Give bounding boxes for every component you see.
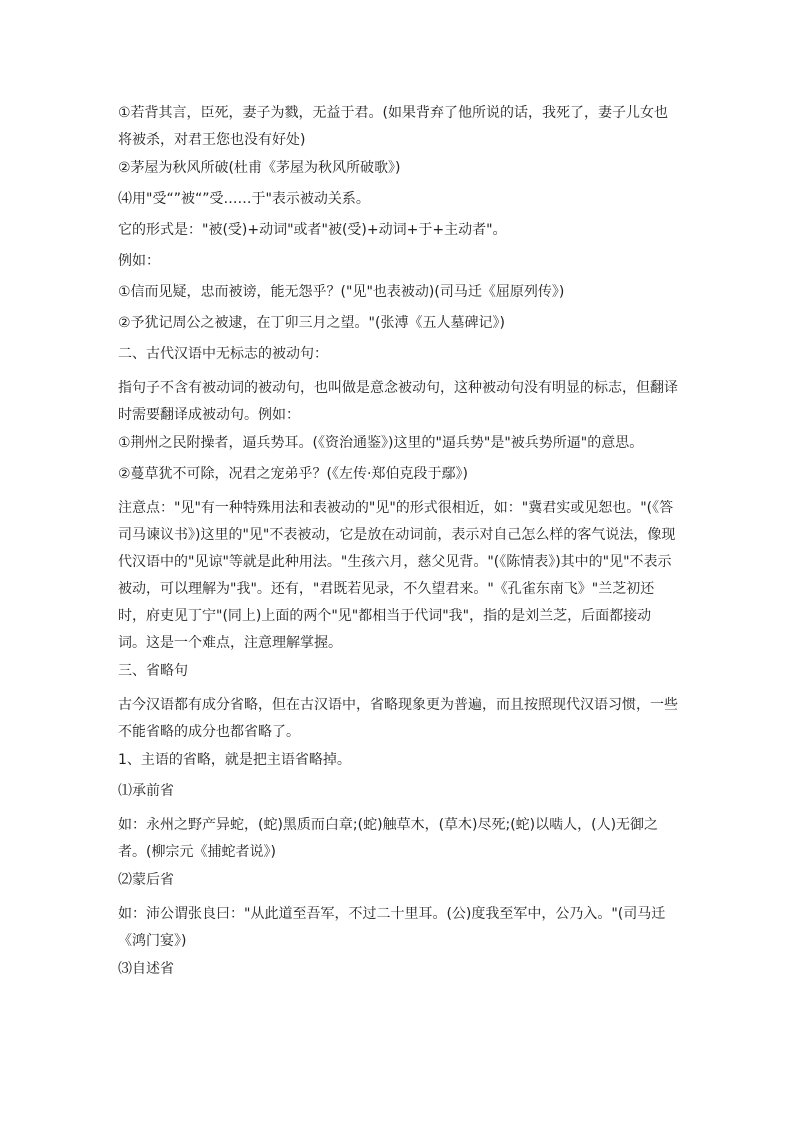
- paragraph-definition: 指句子不含有被动词的被动句，也叫做是意念被动句，这种被动句没有明显的标志，但翻译时需要翻译成被动句。例如：: [118, 380, 678, 423]
- paragraph-example-7: 如：永州之野产异蛇，(蛇)黑质而白章;(蛇)触草木，(草木)尽死;(蛇)以啮人，(人)无御之者。(柳宗元《捕蛇者说》): [118, 817, 659, 860]
- paragraph-subject-omission: 1、主语的省略，就是把主语省略掉。: [118, 752, 351, 768]
- paragraph-omission-intro: 古今汉语都有成分省略，但在古汉语中，省略现象更为普遍，而且按照现代汉语习惯，一些不能省略的成分也都省略了。: [118, 697, 678, 740]
- document-page: [118, 100, 678, 990]
- section-heading-3: 三、省略句: [118, 663, 188, 679]
- paragraph-example-1: ①若背其言，臣死，妻子为戮，无益于君。(如果背弃了他所说的话，我死了，妻子儿女也将被杀，对君王您也没有好处): [118, 105, 669, 148]
- paragraph-point-4: ⑷用"受“”被“”受……于"表示被动关系。: [118, 191, 370, 207]
- paragraph-example-4: ②予犹记周公之被逮，在丁卯三月之望。"(张溥《五人墓碑记》): [118, 315, 505, 331]
- paragraph-example-3: ①信而见疑，忠而被谤，能无怨乎？("见"也表被动)(司马迁《屈原列传》): [118, 284, 565, 300]
- paragraph-point-3: ⑶自述省: [118, 961, 174, 977]
- paragraph-point-2: ⑵蒙后省: [118, 872, 174, 888]
- paragraph-note: 注意点："见"有一种特殊用法和表被动的"见"的形式很相近，如："冀君实或见恕也。"(《答司马谏议书》)这里的"见"不表被动，它是放在动词前，表示对自己怎么样的客气说法，像现代汉语中的"见谅"等就是此种用法。"生孩六月，慈父见背。"(《陈情表》)其中的"见"不表示被动，可以理解为"我"。还有，"君既若见录，不久望君来。"《孔雀东南飞》"兰芝初还时，府吏见丁宁"(同上)上面的两个"见"都相当于代词"我"，指的是刘兰芝，后面都接动词。这是一个难点，注意理解掌握。: [118, 500, 676, 651]
- paragraph-for-example: 例如：: [118, 253, 160, 269]
- paragraph-example-5: ①荆州之民附操者，逼兵势耳。(《资治通鉴》)这里的"逼兵势"是"被兵势所逼"的意思。: [118, 435, 644, 451]
- paragraph-form: 它的形式是："被(受)+动词"或者"被(受)+动词+于+主动者"。: [118, 222, 507, 238]
- paragraph-example-2: ②茅屋为秋风所破(杜甫《茅屋为秋风所破歌》): [118, 160, 401, 176]
- paragraph-example-8: 如：沛公谓张良曰："从此道至吾军，不过二十里耳。(公)度我至军中，公乃入。"(司马迁《鸿门宴》): [118, 906, 666, 949]
- section-heading-2: 二、古代汉语中无标志的被动句：: [118, 346, 328, 362]
- paragraph-point-1: ⑴承前省: [118, 783, 174, 799]
- paragraph-example-6: ②蔓草犹不可除，况君之宠弟乎？(《左传·郑伯克段于鄢》): [118, 466, 468, 482]
